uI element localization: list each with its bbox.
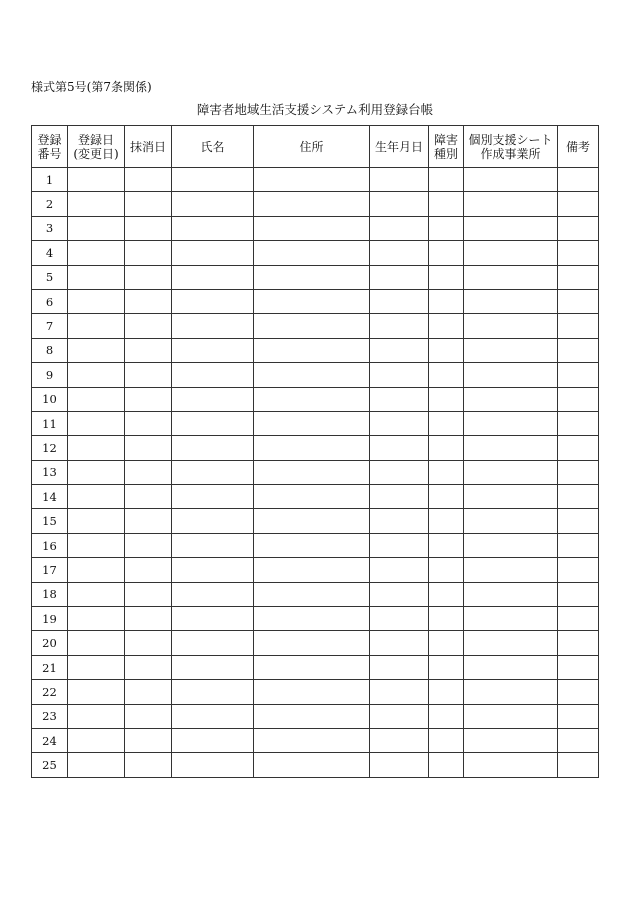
- row-number-cell: 5: [32, 265, 68, 289]
- entry-cell[interactable]: [464, 655, 558, 679]
- entry-cell[interactable]: [558, 753, 599, 777]
- entry-cell[interactable]: [125, 460, 172, 484]
- entry-cell[interactable]: [558, 631, 599, 655]
- table-row: [32, 265, 599, 289]
- table-row: [32, 655, 599, 679]
- entry-cell[interactable]: [68, 607, 125, 631]
- entry-cell[interactable]: [172, 387, 254, 411]
- row-number-cell: 9: [32, 363, 68, 387]
- table-row: [32, 192, 599, 216]
- entry-cell[interactable]: [464, 363, 558, 387]
- entry-cell[interactable]: [558, 704, 599, 728]
- entry-cell[interactable]: [464, 241, 558, 265]
- entry-cell[interactable]: [370, 728, 429, 752]
- entry-cell[interactable]: [370, 289, 429, 313]
- entry-cell[interactable]: [172, 363, 254, 387]
- entry-cell[interactable]: [429, 704, 464, 728]
- row-number-cell: 6: [32, 289, 68, 313]
- entry-cell[interactable]: [429, 192, 464, 216]
- entry-cell[interactable]: [370, 436, 429, 460]
- entry-cell[interactable]: [125, 387, 172, 411]
- table-row: [32, 680, 599, 704]
- entry-cell[interactable]: [558, 216, 599, 240]
- header-remarks: 備考: [558, 126, 599, 168]
- header-registration-number: 登録 番号: [32, 126, 68, 168]
- entry-cell[interactable]: [172, 655, 254, 679]
- row-number-cell: 10: [32, 387, 68, 411]
- entry-cell[interactable]: [370, 338, 429, 362]
- entry-cell[interactable]: [125, 338, 172, 362]
- entry-cell[interactable]: [68, 753, 125, 777]
- entry-cell[interactable]: [429, 216, 464, 240]
- entry-cell[interactable]: [254, 265, 370, 289]
- entry-cell[interactable]: [125, 314, 172, 338]
- row-number-cell: 17: [32, 558, 68, 582]
- row-number-cell: 7: [32, 314, 68, 338]
- entry-cell[interactable]: [254, 558, 370, 582]
- table-row: [32, 460, 599, 484]
- entry-cell[interactable]: [68, 168, 125, 192]
- entry-cell[interactable]: [125, 436, 172, 460]
- entry-cell[interactable]: [68, 216, 125, 240]
- entry-cell[interactable]: [370, 314, 429, 338]
- entry-cell[interactable]: [464, 680, 558, 704]
- entry-cell[interactable]: [68, 704, 125, 728]
- entry-cell[interactable]: [429, 338, 464, 362]
- entry-cell[interactable]: [254, 728, 370, 752]
- entry-cell[interactable]: [429, 314, 464, 338]
- entry-cell[interactable]: [254, 631, 370, 655]
- entry-cell[interactable]: [254, 655, 370, 679]
- entry-cell[interactable]: [464, 607, 558, 631]
- entry-cell[interactable]: [254, 363, 370, 387]
- entry-cell[interactable]: [125, 582, 172, 606]
- entry-cell[interactable]: [254, 485, 370, 509]
- entry-cell[interactable]: [68, 289, 125, 313]
- entry-cell[interactable]: [125, 607, 172, 631]
- row-number-cell: 25: [32, 753, 68, 777]
- table-row: [32, 558, 599, 582]
- row-number-cell: 12: [32, 436, 68, 460]
- entry-cell[interactable]: [254, 216, 370, 240]
- entry-cell[interactable]: [172, 314, 254, 338]
- entry-cell[interactable]: [125, 265, 172, 289]
- row-number-cell: 23: [32, 704, 68, 728]
- entry-cell[interactable]: [125, 558, 172, 582]
- entry-cell[interactable]: [172, 485, 254, 509]
- entry-cell[interactable]: [464, 216, 558, 240]
- entry-cell[interactable]: [68, 485, 125, 509]
- table-row: [32, 631, 599, 655]
- entry-cell[interactable]: [254, 582, 370, 606]
- entry-cell[interactable]: [464, 436, 558, 460]
- entry-cell[interactable]: [558, 460, 599, 484]
- entry-cell[interactable]: [254, 704, 370, 728]
- entry-cell[interactable]: [558, 168, 599, 192]
- entry-cell[interactable]: [370, 753, 429, 777]
- entry-cell[interactable]: [558, 192, 599, 216]
- row-number-cell: 14: [32, 485, 68, 509]
- entry-cell[interactable]: [464, 582, 558, 606]
- table-row: [32, 411, 599, 435]
- entry-cell[interactable]: [464, 631, 558, 655]
- entry-cell[interactable]: [558, 558, 599, 582]
- entry-cell[interactable]: [558, 289, 599, 313]
- entry-cell[interactable]: [68, 314, 125, 338]
- entry-cell[interactable]: [254, 192, 370, 216]
- entry-cell[interactable]: [68, 655, 125, 679]
- entry-cell[interactable]: [558, 338, 599, 362]
- row-number-cell: 21: [32, 655, 68, 679]
- entry-cell[interactable]: [172, 533, 254, 557]
- table-row: [32, 485, 599, 509]
- entry-cell[interactable]: [172, 753, 254, 777]
- table-row: [32, 436, 599, 460]
- entry-cell[interactable]: [172, 607, 254, 631]
- entry-cell[interactable]: [429, 728, 464, 752]
- entry-cell[interactable]: [429, 460, 464, 484]
- entry-cell[interactable]: [125, 411, 172, 435]
- entry-cell[interactable]: [125, 216, 172, 240]
- entry-cell[interactable]: [125, 704, 172, 728]
- entry-cell[interactable]: [370, 558, 429, 582]
- header-disability-type: 障害 種別: [429, 126, 464, 168]
- entry-cell[interactable]: [370, 680, 429, 704]
- entry-cell[interactable]: [429, 411, 464, 435]
- entry-cell[interactable]: [125, 168, 172, 192]
- entry-cell[interactable]: [125, 533, 172, 557]
- entry-cell[interactable]: [68, 533, 125, 557]
- entry-cell[interactable]: [68, 558, 125, 582]
- entry-cell[interactable]: [370, 460, 429, 484]
- table-row: [32, 314, 599, 338]
- entry-cell[interactable]: [429, 753, 464, 777]
- entry-cell[interactable]: [429, 387, 464, 411]
- entry-cell[interactable]: [429, 509, 464, 533]
- entry-cell[interactable]: [125, 631, 172, 655]
- entry-cell[interactable]: [254, 436, 370, 460]
- entry-cell[interactable]: [68, 728, 125, 752]
- entry-cell[interactable]: [125, 655, 172, 679]
- entry-cell[interactable]: [464, 314, 558, 338]
- header-support-office: 個別支援シート 作成事業所: [464, 126, 558, 168]
- entry-cell[interactable]: [172, 241, 254, 265]
- entry-cell[interactable]: [172, 460, 254, 484]
- row-number-cell: 8: [32, 338, 68, 362]
- table-row: [32, 533, 599, 557]
- entry-cell[interactable]: [254, 460, 370, 484]
- header-deletion-date: 抹消日: [125, 126, 172, 168]
- entry-cell[interactable]: [464, 289, 558, 313]
- entry-cell[interactable]: [558, 680, 599, 704]
- row-number-cell: 22: [32, 680, 68, 704]
- entry-cell[interactable]: [464, 460, 558, 484]
- entry-cell[interactable]: [68, 338, 125, 362]
- row-number-cell: 13: [32, 460, 68, 484]
- entry-cell[interactable]: [125, 509, 172, 533]
- entry-cell[interactable]: [370, 607, 429, 631]
- entry-cell[interactable]: [125, 363, 172, 387]
- entry-cell[interactable]: [370, 168, 429, 192]
- table-row: [32, 289, 599, 313]
- form-number-label: 様式第5号(第7条関係): [31, 80, 152, 94]
- entry-cell[interactable]: [172, 168, 254, 192]
- table-row: [32, 728, 599, 752]
- entry-cell[interactable]: [125, 753, 172, 777]
- entry-cell[interactable]: [172, 704, 254, 728]
- entry-cell[interactable]: [464, 411, 558, 435]
- header-registration-date: 登録日 (変更日): [68, 126, 125, 168]
- entry-cell[interactable]: [558, 607, 599, 631]
- entry-cell[interactable]: [370, 216, 429, 240]
- row-number-cell: 2: [32, 192, 68, 216]
- entry-cell[interactable]: [464, 338, 558, 362]
- header-address: 住所: [254, 126, 370, 168]
- entry-cell[interactable]: [370, 655, 429, 679]
- entry-cell[interactable]: [558, 411, 599, 435]
- entry-cell[interactable]: [370, 241, 429, 265]
- table-row: [32, 363, 599, 387]
- header-name: 氏名: [172, 126, 254, 168]
- entry-cell[interactable]: [172, 680, 254, 704]
- entry-cell[interactable]: [125, 485, 172, 509]
- entry-cell[interactable]: [68, 363, 125, 387]
- entry-cell[interactable]: [558, 533, 599, 557]
- table-body: [32, 168, 599, 778]
- entry-cell[interactable]: [68, 680, 125, 704]
- row-number-cell: 20: [32, 631, 68, 655]
- table-row: [32, 753, 599, 777]
- entry-cell[interactable]: [370, 582, 429, 606]
- entry-cell[interactable]: [429, 289, 464, 313]
- table-row: [32, 168, 599, 192]
- entry-cell[interactable]: [68, 436, 125, 460]
- entry-cell[interactable]: [68, 265, 125, 289]
- entry-cell[interactable]: [429, 680, 464, 704]
- entry-cell[interactable]: [558, 485, 599, 509]
- row-number-cell: 3: [32, 216, 68, 240]
- entry-cell[interactable]: [68, 411, 125, 435]
- entry-cell[interactable]: [68, 387, 125, 411]
- entry-cell[interactable]: [429, 533, 464, 557]
- entry-cell[interactable]: [464, 265, 558, 289]
- entry-cell[interactable]: [172, 411, 254, 435]
- entry-cell[interactable]: [254, 289, 370, 313]
- entry-cell[interactable]: [172, 436, 254, 460]
- document-title: 障害者地域生活支援システム利用登録台帳: [196, 102, 434, 117]
- entry-cell[interactable]: [172, 631, 254, 655]
- entry-cell[interactable]: [370, 387, 429, 411]
- row-number-cell: 16: [32, 533, 68, 557]
- entry-cell[interactable]: [172, 289, 254, 313]
- entry-cell[interactable]: [172, 558, 254, 582]
- entry-cell[interactable]: [558, 728, 599, 752]
- row-number-cell: 4: [32, 241, 68, 265]
- entry-cell[interactable]: [429, 363, 464, 387]
- table-row: [32, 216, 599, 240]
- entry-cell[interactable]: [370, 411, 429, 435]
- entry-cell[interactable]: [125, 680, 172, 704]
- entry-cell[interactable]: [254, 168, 370, 192]
- row-number-cell: 18: [32, 582, 68, 606]
- entry-cell[interactable]: [370, 509, 429, 533]
- row-number-cell: 19: [32, 607, 68, 631]
- table-header-row: [32, 126, 599, 168]
- row-number-cell: 11: [32, 411, 68, 435]
- entry-cell[interactable]: [558, 509, 599, 533]
- entry-cell[interactable]: [68, 192, 125, 216]
- entry-cell[interactable]: [254, 680, 370, 704]
- entry-cell[interactable]: [558, 655, 599, 679]
- entry-cell[interactable]: [370, 704, 429, 728]
- entry-cell[interactable]: [172, 582, 254, 606]
- entry-cell[interactable]: [429, 558, 464, 582]
- entry-cell[interactable]: [254, 387, 370, 411]
- entry-cell[interactable]: [254, 753, 370, 777]
- entry-cell[interactable]: [370, 265, 429, 289]
- entry-cell[interactable]: [172, 216, 254, 240]
- entry-cell[interactable]: [464, 753, 558, 777]
- registration-table: [31, 125, 599, 778]
- entry-cell[interactable]: [429, 436, 464, 460]
- table-row: [32, 704, 599, 728]
- entry-cell[interactable]: [464, 387, 558, 411]
- entry-cell[interactable]: [68, 460, 125, 484]
- entry-cell[interactable]: [464, 728, 558, 752]
- entry-cell[interactable]: [125, 728, 172, 752]
- entry-cell[interactable]: [254, 338, 370, 362]
- entry-cell[interactable]: [429, 582, 464, 606]
- entry-cell[interactable]: [558, 436, 599, 460]
- entry-cell[interactable]: [429, 168, 464, 192]
- entry-cell[interactable]: [429, 631, 464, 655]
- entry-cell[interactable]: [254, 509, 370, 533]
- entry-cell[interactable]: [68, 582, 125, 606]
- entry-cell[interactable]: [464, 533, 558, 557]
- entry-cell[interactable]: [370, 485, 429, 509]
- row-number-cell: 24: [32, 728, 68, 752]
- entry-cell[interactable]: [429, 655, 464, 679]
- entry-cell[interactable]: [558, 314, 599, 338]
- entry-cell[interactable]: [172, 728, 254, 752]
- entry-cell[interactable]: [370, 363, 429, 387]
- entry-cell[interactable]: [464, 192, 558, 216]
- entry-cell[interactable]: [558, 363, 599, 387]
- entry-cell[interactable]: [254, 533, 370, 557]
- entry-cell[interactable]: [558, 387, 599, 411]
- row-number-cell: 1: [32, 168, 68, 192]
- entry-cell[interactable]: [125, 289, 172, 313]
- entry-cell[interactable]: [429, 241, 464, 265]
- table-row: [32, 241, 599, 265]
- entry-cell[interactable]: [464, 168, 558, 192]
- entry-cell[interactable]: [429, 265, 464, 289]
- row-number-cell: 15: [32, 509, 68, 533]
- table-row: [32, 338, 599, 362]
- table-row: [32, 509, 599, 533]
- entry-cell[interactable]: [429, 607, 464, 631]
- entry-cell[interactable]: [172, 265, 254, 289]
- entry-cell[interactable]: [558, 241, 599, 265]
- entry-cell[interactable]: [172, 192, 254, 216]
- entry-cell[interactable]: [254, 314, 370, 338]
- entry-cell[interactable]: [464, 704, 558, 728]
- entry-cell[interactable]: [125, 241, 172, 265]
- entry-cell[interactable]: [370, 192, 429, 216]
- entry-cell[interactable]: [558, 582, 599, 606]
- header-birth-date: 生年月日: [370, 126, 429, 168]
- entry-cell[interactable]: [254, 607, 370, 631]
- entry-cell[interactable]: [370, 631, 429, 655]
- entry-cell[interactable]: [172, 509, 254, 533]
- entry-cell[interactable]: [254, 241, 370, 265]
- entry-cell[interactable]: [370, 533, 429, 557]
- entry-cell[interactable]: [68, 631, 125, 655]
- table-row: [32, 607, 599, 631]
- entry-cell[interactable]: [68, 509, 125, 533]
- entry-cell[interactable]: [68, 241, 125, 265]
- entry-cell[interactable]: [125, 192, 172, 216]
- entry-cell[interactable]: [172, 338, 254, 362]
- entry-cell[interactable]: [429, 485, 464, 509]
- table-row: [32, 387, 599, 411]
- table-row: [32, 582, 599, 606]
- entry-cell[interactable]: [464, 509, 558, 533]
- entry-cell[interactable]: [464, 558, 558, 582]
- entry-cell[interactable]: [254, 411, 370, 435]
- entry-cell[interactable]: [464, 485, 558, 509]
- entry-cell[interactable]: [558, 265, 599, 289]
